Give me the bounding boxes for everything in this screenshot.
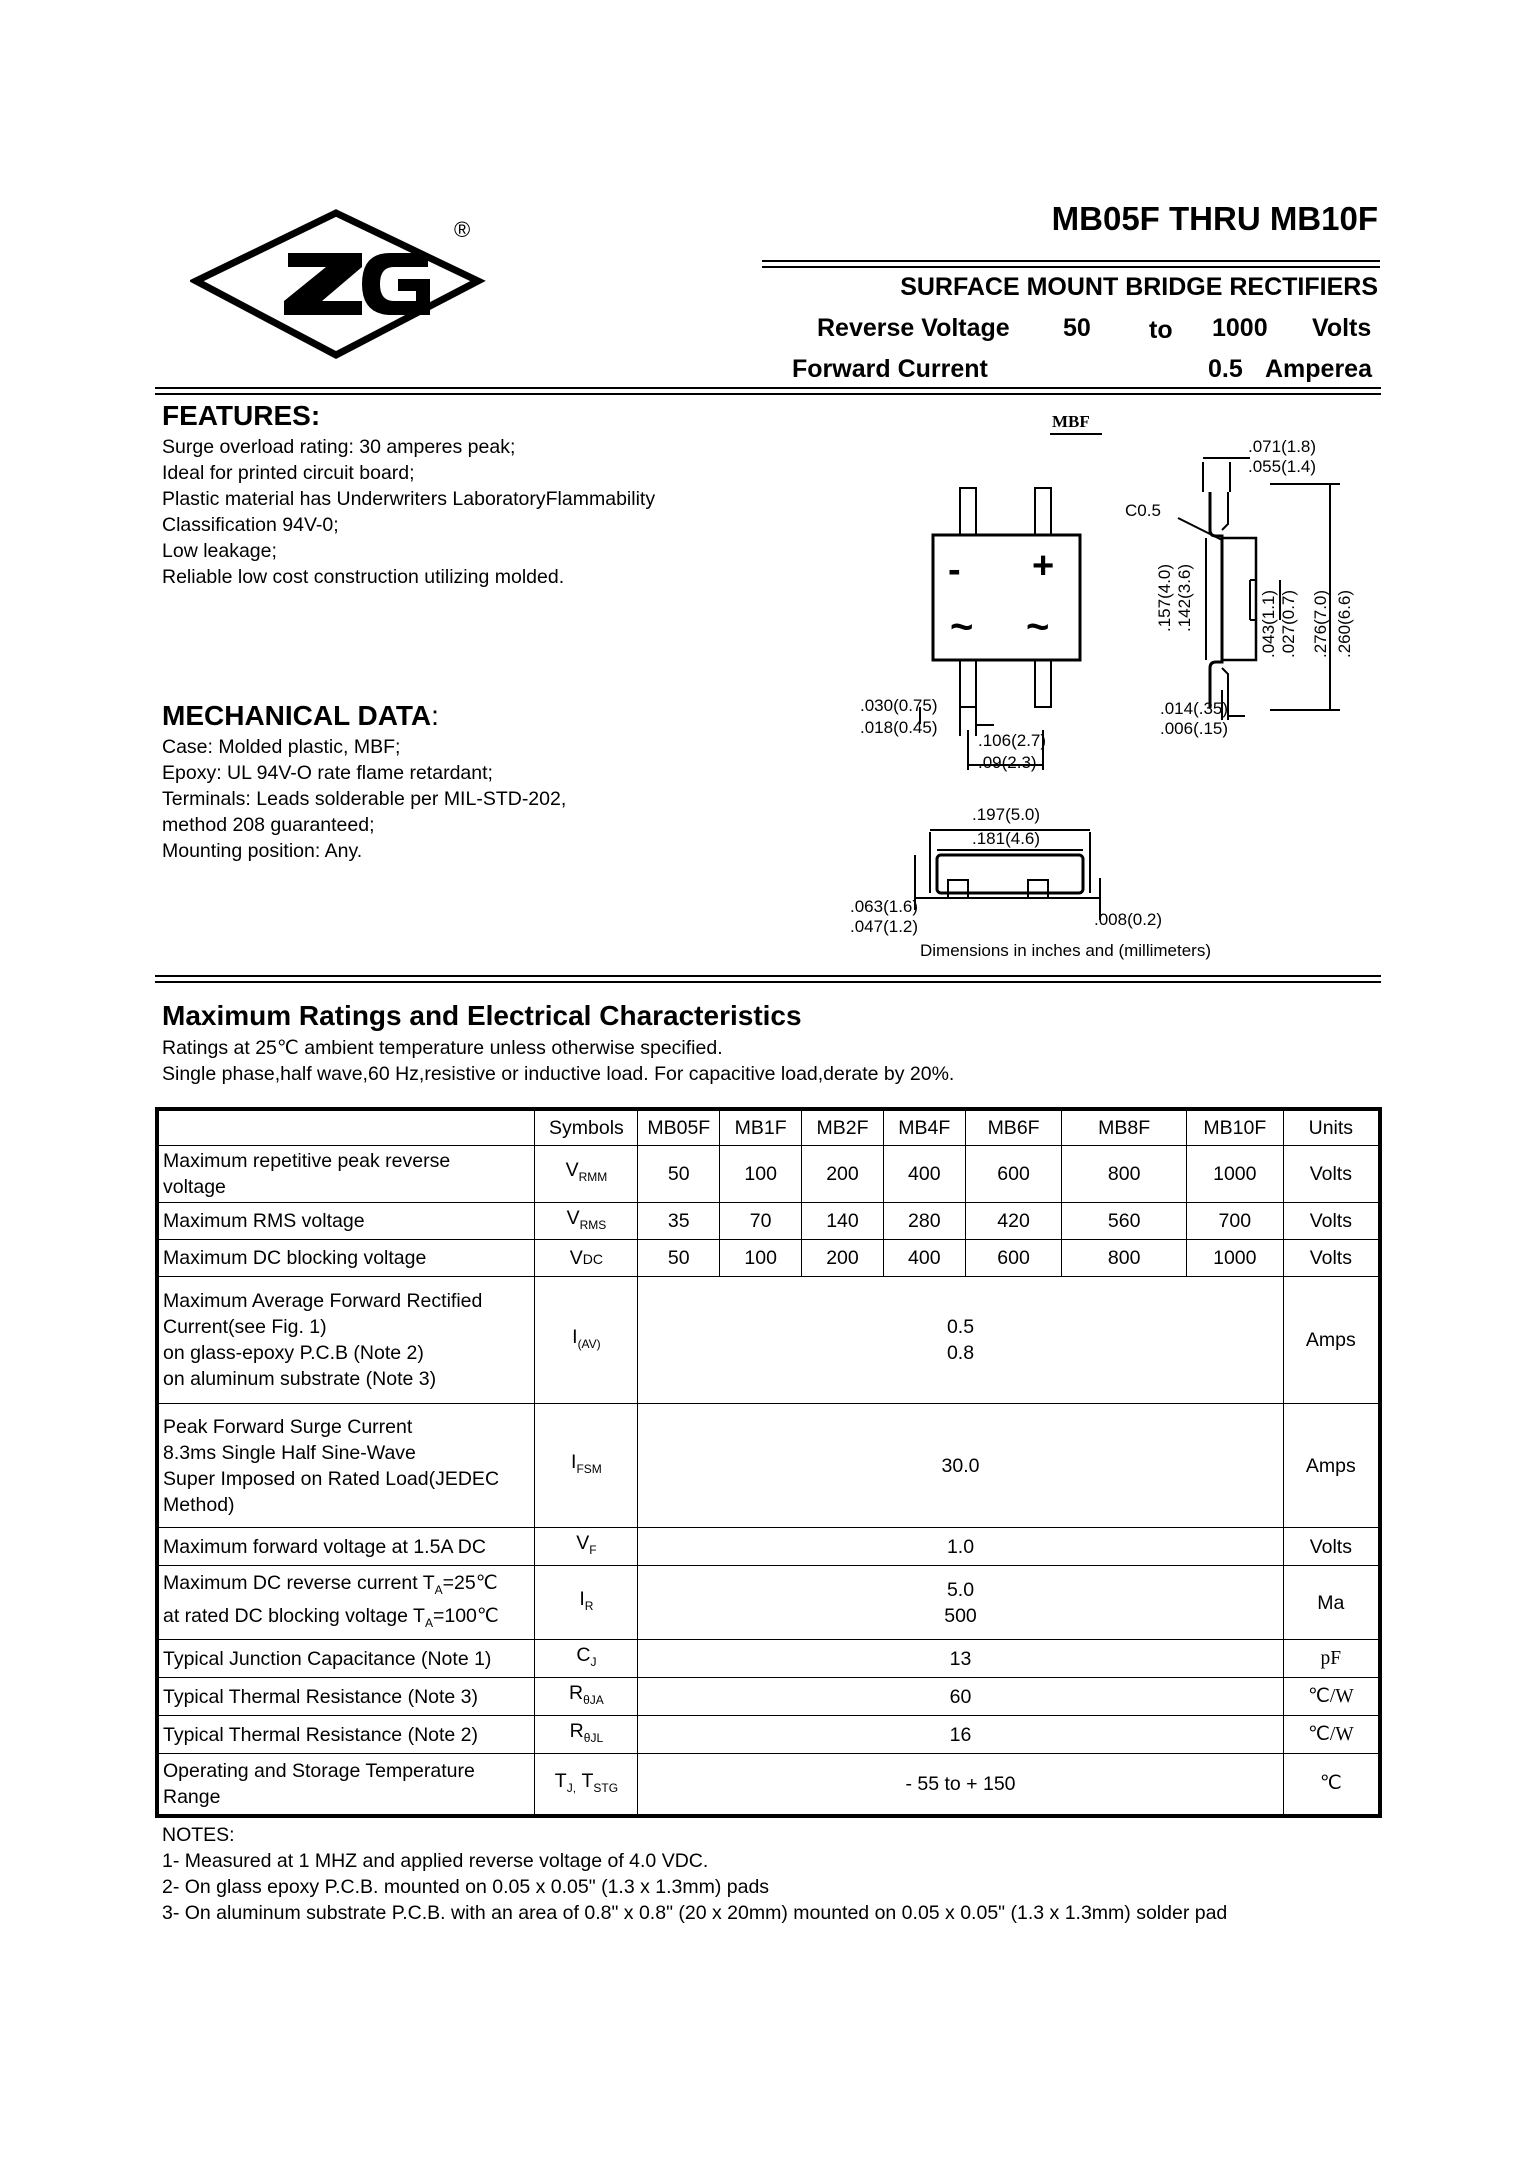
note-item: 1- Measured at 1 MHZ and applied reverse voltage of 4.0 VDC. (162, 1850, 709, 1872)
table-row (157, 1277, 1380, 1404)
header-cell: MB10F (1186, 1109, 1283, 1145)
forward-current-label: Forward Current (792, 355, 988, 383)
forward-current-unit: Amperea (1265, 355, 1372, 383)
header-cell: MB2F (802, 1109, 884, 1145)
dim-label: .181(4.6) (972, 829, 1041, 848)
feature-item: Reliable low cost construction utilizing molded. (162, 566, 565, 588)
value-cell: 420 (965, 1202, 1062, 1240)
dim-label: .027(0.7) (1279, 589, 1298, 658)
unit-cell: ℃/W (1283, 1678, 1380, 1716)
feature-item: Surge overload rating: 30 amperes peak; (162, 436, 516, 458)
unit-cell: ℃ (1283, 1753, 1380, 1816)
unit-cell: Volts (1283, 1145, 1380, 1202)
table-row (157, 1404, 1380, 1528)
package-drawing (840, 400, 1380, 970)
unit-cell: Amps (1283, 1404, 1380, 1528)
value-cell: 800 (1062, 1240, 1186, 1277)
minus-symbol: - (948, 549, 961, 591)
value-cell: 600 (965, 1145, 1062, 1202)
value-cell: 1000 (1186, 1145, 1283, 1202)
header-cell: MB8F (1062, 1109, 1186, 1145)
dim-label: .09(2.3) (978, 753, 1037, 772)
dim-label: .008(0.2) (1094, 910, 1163, 929)
param-cell: Maximum Average Forward Rectified Current(see Fig. 1) on glass-epoxy P.C.B (Note 2) on aluminum substrate (Note 3) (157, 1277, 535, 1404)
feature-item: Low leakage; (162, 540, 277, 562)
note-item: 3- On aluminum substrate P.C.B. with an area of 0.8" x 0.8" (20 x 20mm) mounted on 0.05 x 0.05" (1.3 x 1.3mm) solder pad (162, 1902, 1228, 1924)
unit-cell: Volts (1283, 1528, 1380, 1566)
value-cell: 50 (638, 1240, 720, 1277)
value-cell: 600 (965, 1240, 1062, 1277)
value-cell: 70 (720, 1202, 802, 1240)
header-rule (762, 266, 1380, 268)
dim-label: .260(6.6) (1335, 589, 1354, 658)
param-cell: Operating and Storage Temperature Range (157, 1753, 535, 1816)
feature-item: Plastic material has Underwriters LaboratoryFlammability (162, 488, 656, 510)
param-cell: Typical Thermal Resistance (Note 3) (157, 1678, 535, 1716)
value-cell: 1000 (1186, 1240, 1283, 1277)
note-item: 2- On glass epoxy P.C.B. mounted on 0.05 x 0.05" (1.3 x 1.3mm) pads (162, 1876, 770, 1898)
notes-heading: NOTES: (162, 1824, 235, 1846)
dim-label: .030(0.75) (860, 696, 938, 715)
dim-label: .106(2.7) (978, 731, 1047, 750)
value-cell: 50 (638, 1145, 720, 1202)
value-cell: 100 (720, 1240, 802, 1277)
value-cell: 200 (802, 1145, 884, 1202)
param-cell: Peak Forward Surge Current 8.3ms Single Half Sine-Wave Super Imposed on Rated Load(JEDEC Method) (157, 1404, 535, 1528)
table-row (157, 1640, 1380, 1678)
subtitle: SURFACE MOUNT BRIDGE RECTIFIERS (900, 273, 1378, 301)
feature-item: Classification 94V-0; (162, 514, 339, 536)
dim-label: .047(1.2) (850, 917, 919, 936)
reverse-voltage-to: 1000 (1212, 314, 1268, 342)
dim-label: .063(1.6) (850, 897, 919, 916)
section-rule (155, 981, 1381, 983)
dim-label: .055(1.4) (1248, 457, 1317, 476)
value-cell: 13 (638, 1640, 1283, 1678)
symbol-cell: VDC (535, 1240, 638, 1277)
param-cell: Maximum DC reverse current $T_A=25℃$ at rated DC blocking voltage $T_A=100℃$ (157, 1566, 535, 1640)
symbol-cell: $R_{\theta JA}$ (535, 1678, 638, 1716)
value-cell: 100 (720, 1145, 802, 1202)
symbol-cell: $R_{\theta JL}$ (535, 1716, 638, 1754)
value-cell: 700 (1186, 1202, 1283, 1240)
table-row (157, 1716, 1380, 1754)
param-cell: Maximum forward voltage at 1.5A DC (157, 1528, 535, 1566)
dim-label: .157(4.0) (1155, 563, 1174, 632)
symbol-cell: $V_{RMS}$ (535, 1202, 638, 1240)
symbol-cell: $C_J$ (535, 1640, 638, 1678)
table-row (157, 1528, 1380, 1566)
company-logo (190, 205, 500, 365)
table-row (157, 1566, 1380, 1640)
header-cell: MB1F (720, 1109, 802, 1145)
reverse-voltage-unit: Volts (1312, 314, 1372, 342)
value-cell: 800 (1062, 1145, 1186, 1202)
header-rule (762, 260, 1380, 262)
dim-label: .043(1.1) (1259, 589, 1278, 658)
header-cell (157, 1109, 535, 1145)
unit-cell: Amps (1283, 1277, 1380, 1404)
mechanical-item: Case: Molded plastic, MBF; (162, 736, 401, 758)
ac-symbol: ~ (1026, 605, 1050, 649)
table-row (157, 1753, 1380, 1816)
value-cell: 400 (883, 1240, 965, 1277)
drawing-caption: Dimensions in inches and (millimeters) (920, 941, 1211, 960)
param-cell: Typical Junction Capacitance (Note 1) (157, 1640, 535, 1678)
param-cell: Maximum RMS voltage (157, 1202, 535, 1240)
value-cell: - 55 to + 150 (638, 1753, 1283, 1816)
symbol-cell: $V_{RMM}$ (535, 1145, 638, 1202)
dim-label: .071(1.8) (1248, 437, 1317, 456)
mechanical-item: Epoxy: UL 94V-O rate flame retardant; (162, 762, 493, 784)
mechanical-item: Mounting position: Any. (162, 840, 363, 862)
unit-cell: Volts (1283, 1202, 1380, 1240)
param-cell: Maximum DC blocking voltage (157, 1240, 535, 1277)
value-cell: 60 (638, 1678, 1283, 1716)
unit-cell: Ma (1283, 1566, 1380, 1640)
dim-label: C0.5 (1125, 501, 1161, 520)
symbol-cell: $I_{FSM}$ (535, 1404, 638, 1528)
unit-cell: ℃/W (1283, 1716, 1380, 1754)
value-cell: 400 (883, 1145, 965, 1202)
dim-label: .142(3.6) (1175, 563, 1194, 632)
header-cell: MB4F (883, 1109, 965, 1145)
value-cell: 16 (638, 1716, 1283, 1754)
section-rule (155, 393, 1381, 395)
table-row (157, 1202, 1380, 1240)
reverse-voltage-to-word: to (1149, 316, 1173, 344)
symbol-cell: $T_{J,}$ $T_{STG}$ (535, 1753, 638, 1816)
feature-item: Ideal for printed circuit board; (162, 462, 415, 484)
symbol-cell: $V_F$ (535, 1528, 638, 1566)
unit-cell: pF (1283, 1640, 1380, 1678)
mechanical-heading: MECHANICAL DATA: (162, 700, 439, 731)
table-header-row (157, 1109, 1380, 1145)
value-cell: 0.5 0.8 (638, 1277, 1283, 1404)
ratings-notes (162, 1035, 954, 1087)
features-heading: FEATURES: (162, 400, 321, 431)
ratings-table (155, 1107, 1382, 1818)
dim-label: .006(.15) (1160, 719, 1229, 738)
page-title: MB05F THRU MB10F (1051, 200, 1378, 237)
reverse-voltage-from: 50 (1063, 314, 1091, 342)
header-cell: MB05F (638, 1109, 720, 1145)
value-cell: 200 (802, 1240, 884, 1277)
registered-mark: ® (454, 217, 471, 242)
features-list (162, 434, 655, 590)
mechanical-list (162, 734, 566, 864)
ratings-note: Single phase,half wave,60 Hz,resistive or inductive load. For capacitive load,derate by 20%. (162, 1063, 955, 1085)
dim-label: .018(0.45) (860, 718, 938, 737)
ratings-heading: Maximum Ratings and Electrical Characteristics (162, 1000, 802, 1031)
dim-label: .197(5.0) (972, 805, 1041, 824)
symbol-cell: $I_{(AV)}$ (535, 1277, 638, 1404)
unit-cell: Volts (1283, 1240, 1380, 1277)
value-cell: 35 (638, 1202, 720, 1240)
param-cell: Typical Thermal Resistance (Note 2) (157, 1716, 535, 1754)
dim-label: .014(.35) (1160, 699, 1229, 718)
mechanical-item: method 208 guaranteed; (162, 814, 375, 836)
reverse-voltage-label: Reverse Voltage (817, 314, 1010, 342)
value-cell: 5.0 500 (638, 1566, 1283, 1640)
dim-label: .276(7.0) (1311, 589, 1330, 658)
section-rule (155, 975, 1381, 977)
ratings-note: Ratings at 25℃ ambient temperature unless otherwise specified. (162, 1037, 723, 1059)
plus-symbol: + (1032, 545, 1055, 587)
package-label: MBF (1052, 412, 1090, 431)
header-cell: Units (1283, 1109, 1380, 1145)
header-cell: Symbols (535, 1109, 638, 1145)
value-cell: 30.0 (638, 1404, 1283, 1528)
table-row (157, 1240, 1380, 1277)
header-cell: MB6F (965, 1109, 1062, 1145)
table-row (157, 1678, 1380, 1716)
param-cell: Maximum repetitive peak reverse voltage (157, 1145, 535, 1202)
ac-symbol: ~ (950, 605, 974, 649)
symbol-cell: $I_R$ (535, 1566, 638, 1640)
value-cell: 560 (1062, 1202, 1186, 1240)
forward-current-value: 0.5 (1208, 355, 1243, 383)
value-cell: 140 (802, 1202, 884, 1240)
value-cell: 280 (883, 1202, 965, 1240)
section-rule (155, 387, 1381, 389)
mechanical-item: Terminals: Leads solderable per MIL-STD-202, (162, 788, 567, 810)
table-row (157, 1145, 1380, 1202)
notes (162, 1822, 1227, 1926)
value-cell: 1.0 (638, 1528, 1283, 1566)
